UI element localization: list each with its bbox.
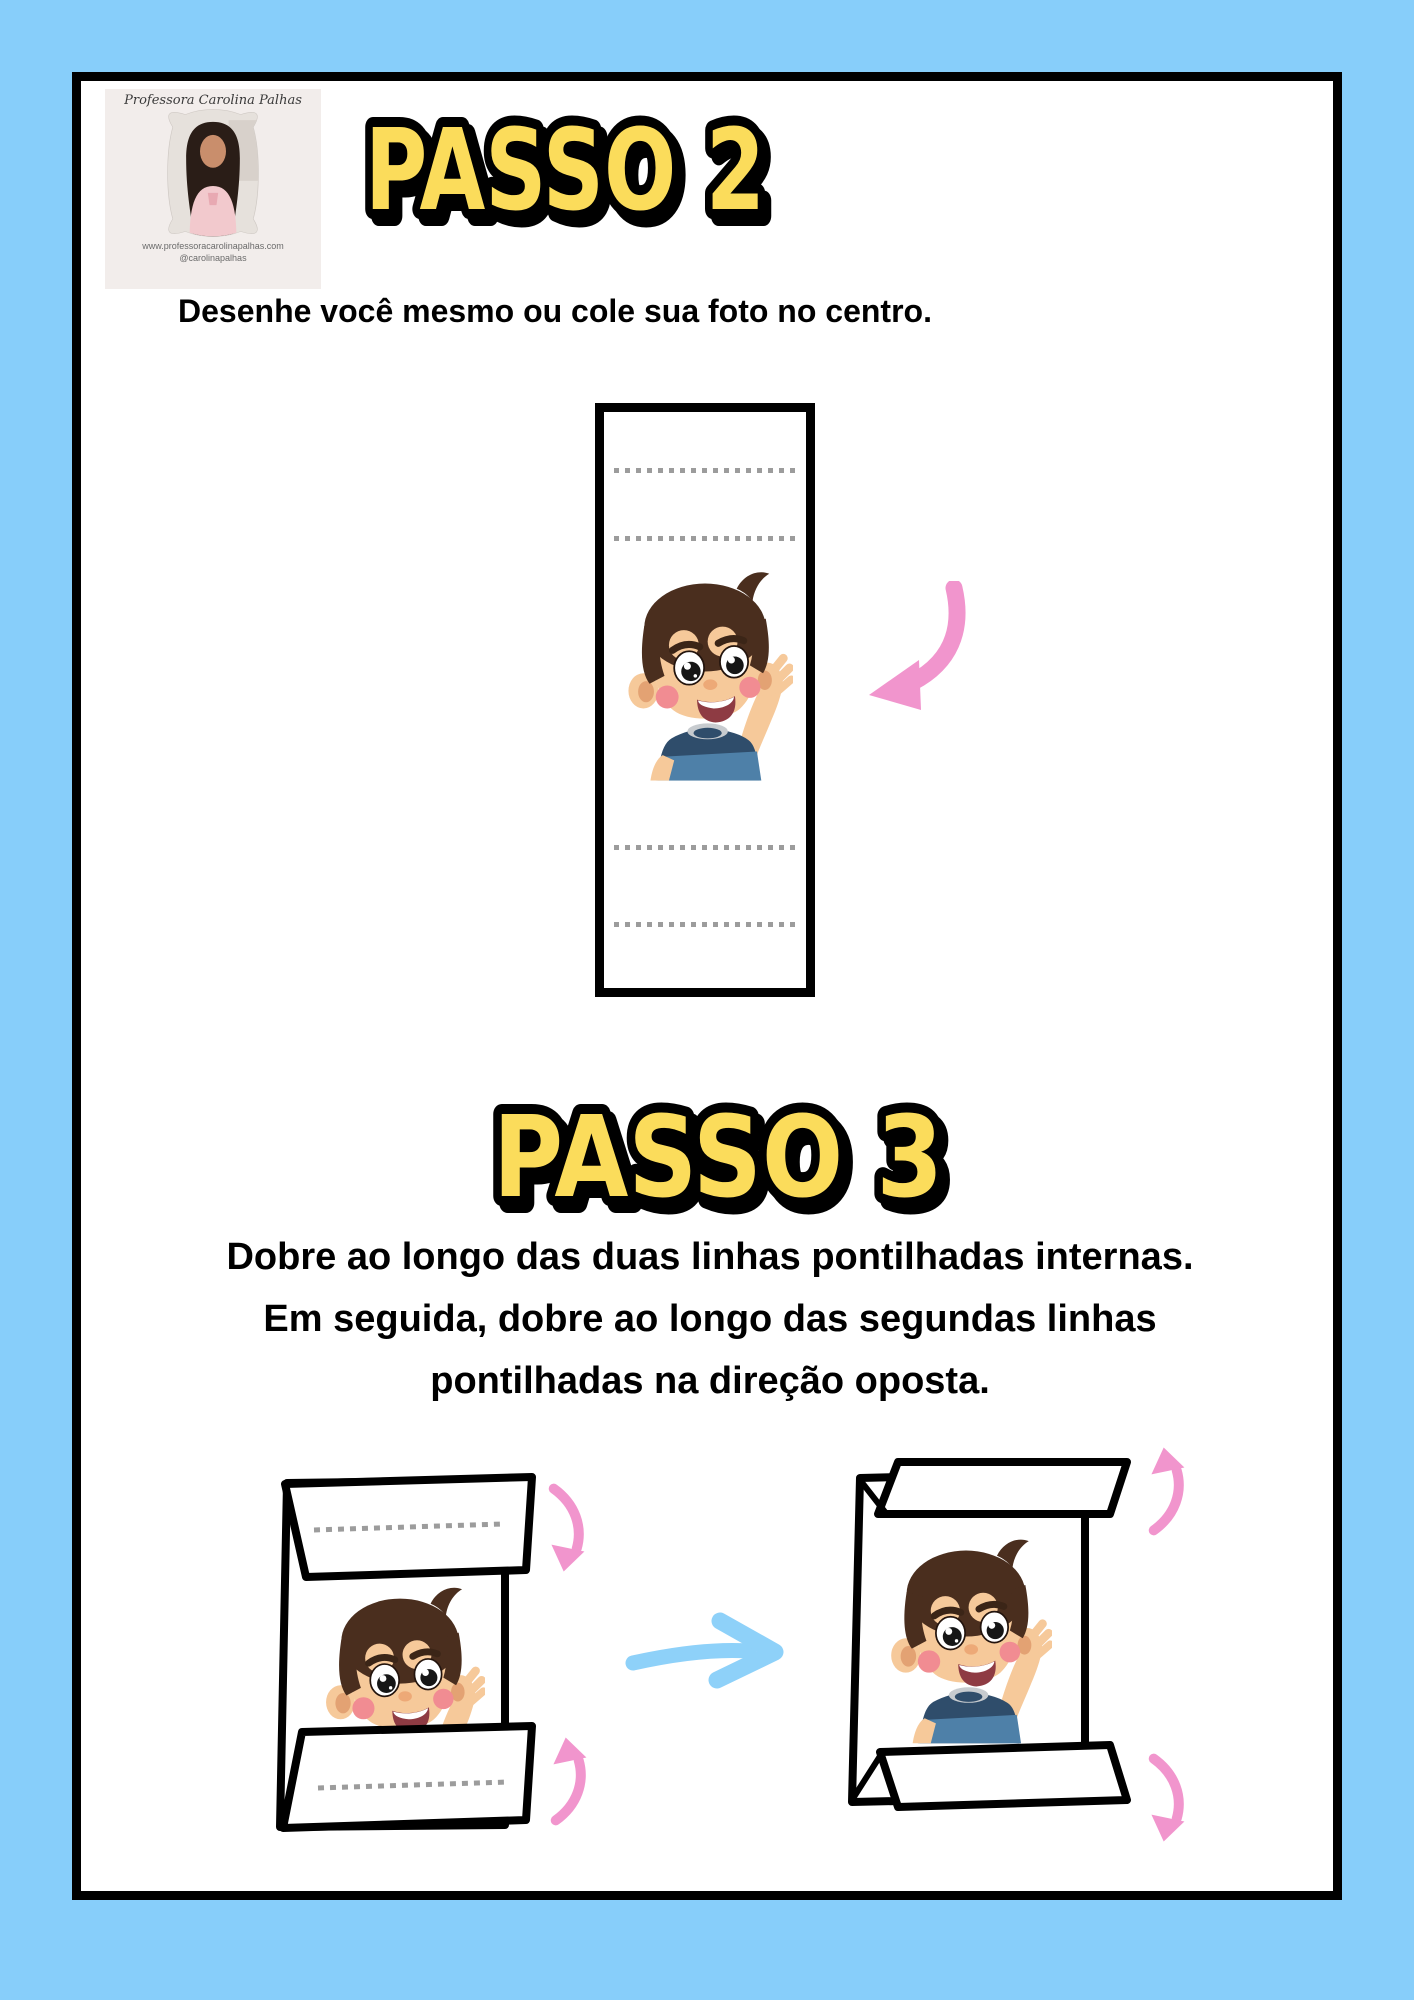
fold-line-4 xyxy=(614,922,796,927)
folded-strip-after xyxy=(838,1438,1198,1863)
svg-text:PASSO 2: PASSO 2 xyxy=(365,106,765,236)
step3-instruction-line-2: Em seguida, dobre ao longo das segundas linhas xyxy=(263,1298,1157,1340)
handle-text: @carolinapalhas xyxy=(179,253,247,264)
pink-fold-arrow-up-icon xyxy=(1151,1448,1184,1531)
step3-instruction-line-1: Dobre ao longo das duas linhas pontilhadas internas. xyxy=(226,1236,1194,1278)
folded-strip-before xyxy=(268,1462,598,1842)
svg-text:PASSO 3: PASSO 3 xyxy=(493,1093,943,1223)
top-flap-back xyxy=(878,1462,1127,1514)
step2-title xyxy=(285,101,845,251)
step3-title xyxy=(438,1081,998,1241)
brand-contact xyxy=(142,240,284,264)
fold-line-2 xyxy=(614,536,796,541)
boy-illustration xyxy=(617,552,793,798)
worksheet-page xyxy=(72,72,1342,1900)
top-flap xyxy=(285,1477,532,1577)
pink-fold-arrow-up-icon xyxy=(553,1738,586,1821)
brand-script-text: Professora Carolina Palhas xyxy=(124,93,302,108)
blue-right-arrow-icon xyxy=(623,1605,798,1700)
bottom-flap xyxy=(283,1726,532,1828)
step2-instruction: Desenhe você mesmo ou cole sua foto no centro. xyxy=(178,293,932,329)
pink-fold-arrow-down-icon xyxy=(1151,1759,1184,1842)
fold-line-1 xyxy=(614,468,796,473)
pink-fold-arrow-down-icon xyxy=(551,1489,584,1572)
fold-line-3 xyxy=(614,845,796,850)
pink-curved-arrow-icon xyxy=(861,581,971,721)
teacher-photo xyxy=(161,108,265,238)
step3-instruction-line-3: pontilhadas na direção oposta. xyxy=(430,1360,990,1402)
paper-strip xyxy=(595,403,815,997)
bottom-flap-back xyxy=(880,1745,1127,1807)
website-text: www.professoracarolinapalhas.com xyxy=(142,241,284,251)
